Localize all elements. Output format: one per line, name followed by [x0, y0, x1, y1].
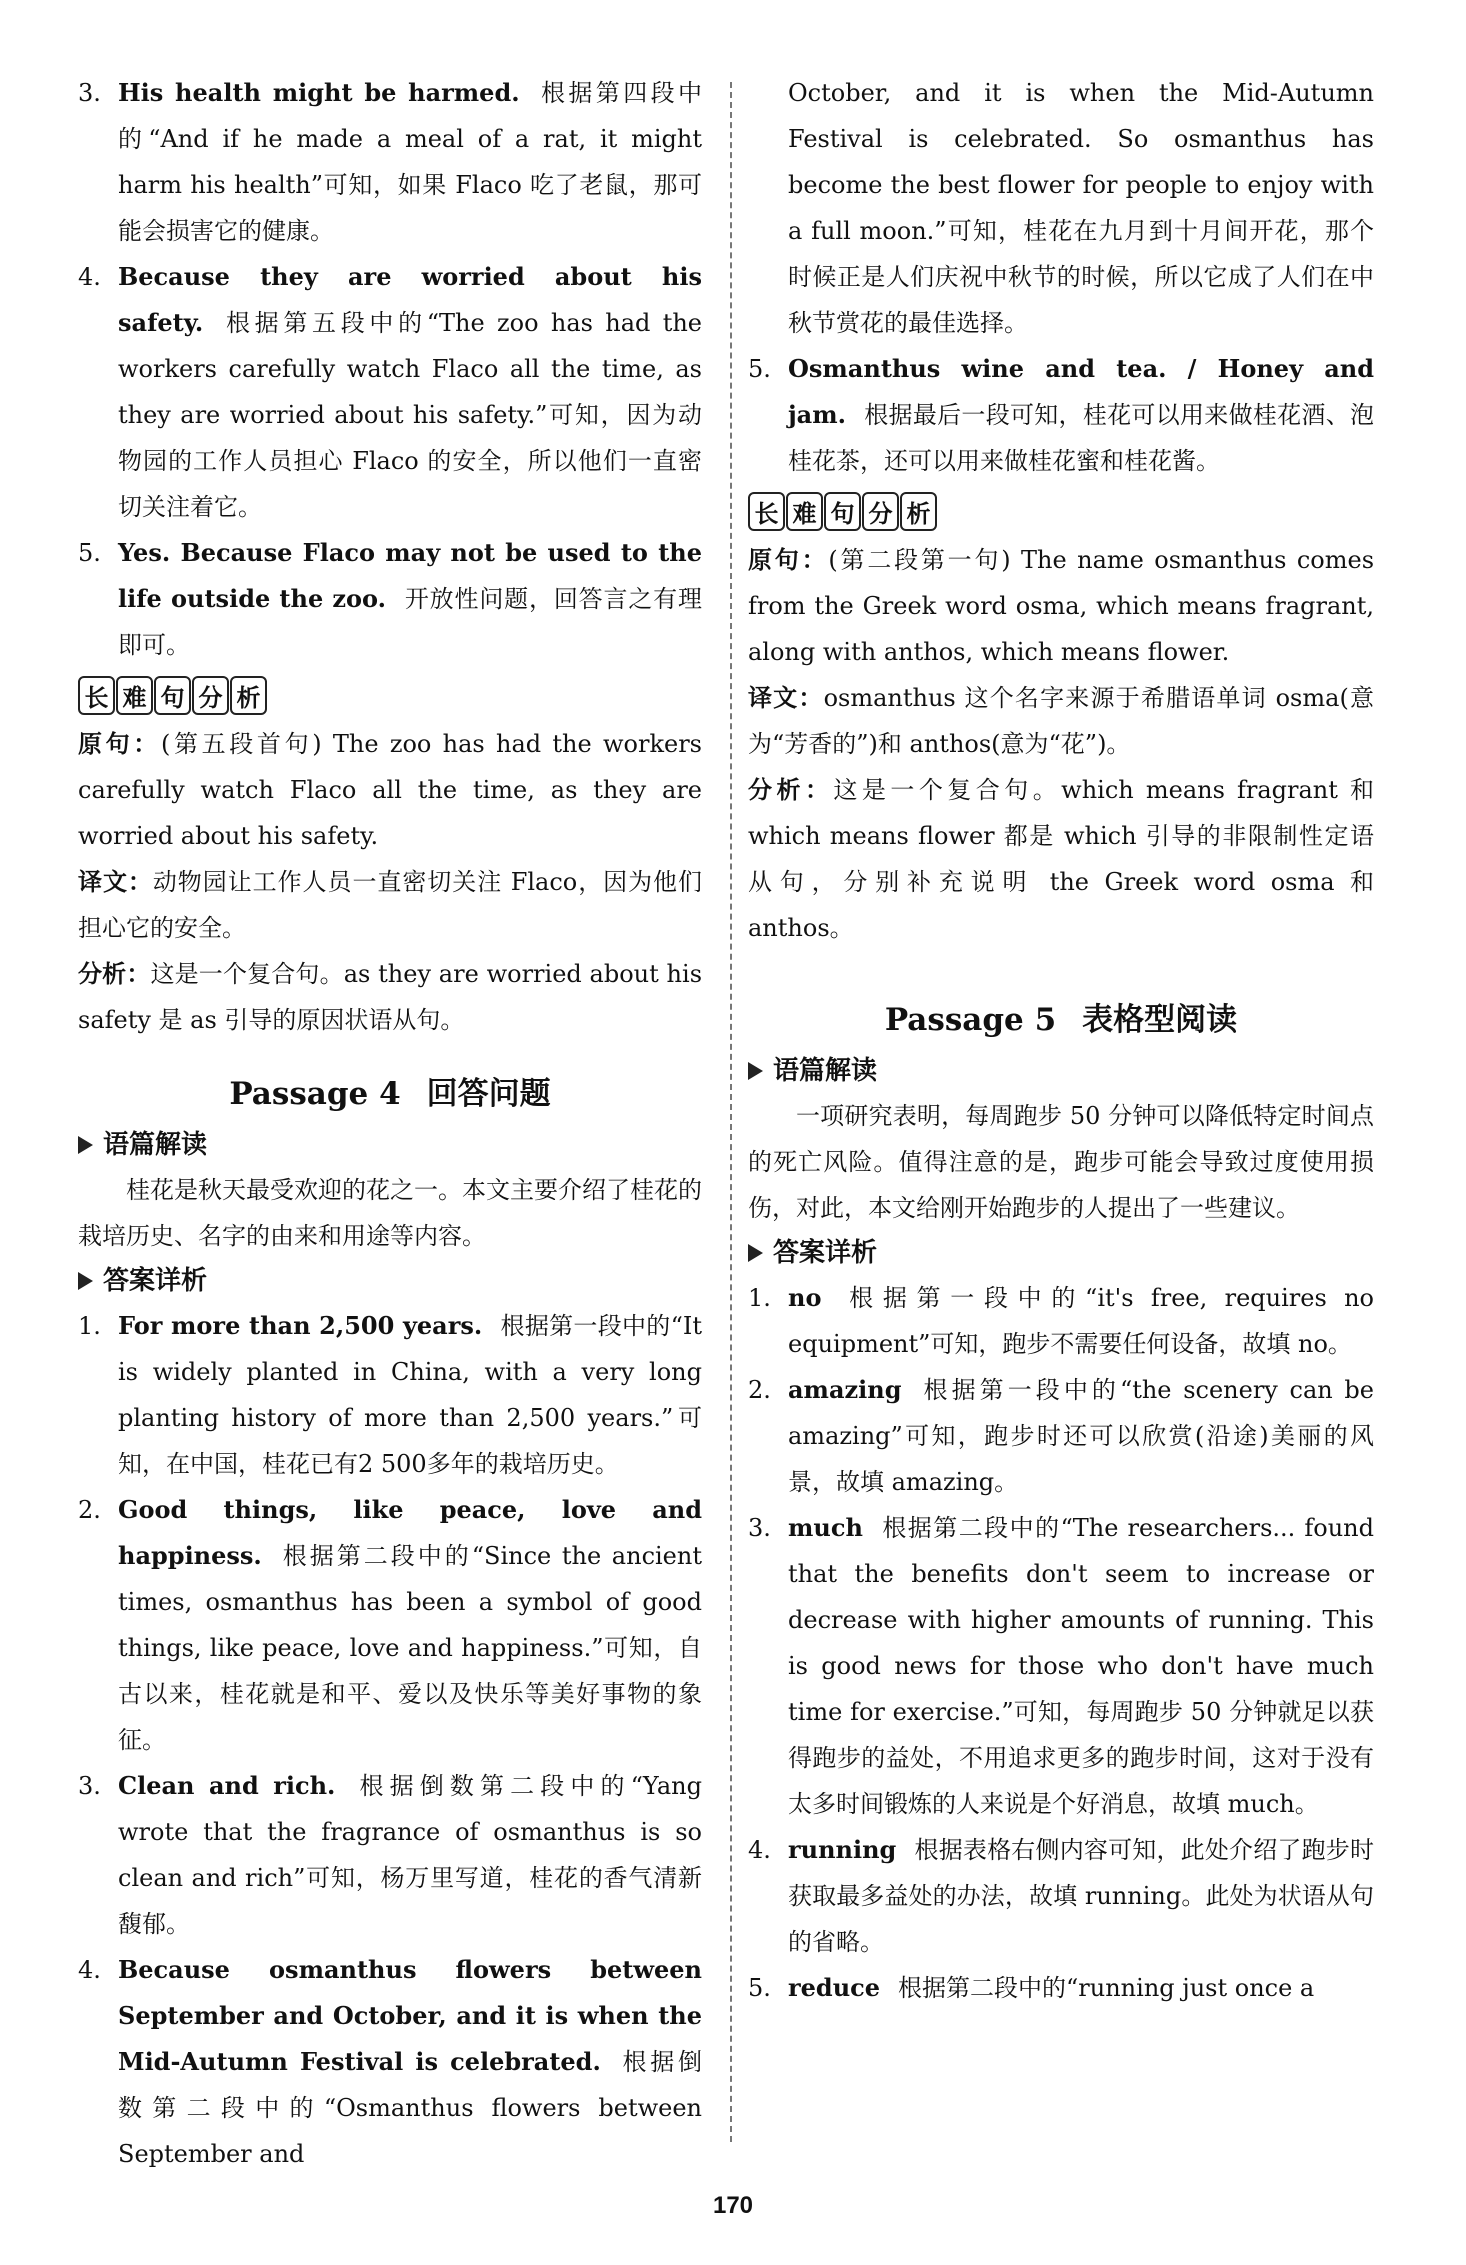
- badge-char: 析: [230, 676, 267, 715]
- answer-item: [78, 1487, 702, 1763]
- answer-item: [78, 1947, 702, 2177]
- column-divider: [730, 82, 732, 2142]
- item-explanation: 根据第五段中的“The zoo has had the workers carefully watch Flaco all the time, as they are worried about his safety.”可知，因为动物园的工作人员担心 Flaco 的安全，所以他们一直密切关注着它。: [118, 309, 702, 521]
- item-explanation: 根据倒数第二段中的“Osmanthus flowers between September and: [118, 2048, 702, 2168]
- item-number: 2.: [748, 1376, 771, 1404]
- arrow-icon: [78, 1136, 93, 1154]
- item-number: 1.: [748, 1284, 771, 1312]
- item-answer: Because they are worried about his safety.: [118, 262, 702, 337]
- item-number: 5.: [78, 539, 101, 567]
- answer-item: [78, 1303, 702, 1487]
- item-answer: running: [788, 1835, 897, 1864]
- badge-char: 分: [862, 492, 899, 531]
- badge-char: 句: [154, 676, 191, 715]
- section-heading: 答案详析: [78, 1259, 702, 1303]
- item-explanation: October, and it is when the Mid-Autumn Festival is celebrated. So osmanthus has become the best flower for people to enjoy with a full moon.”可知，桂花在九月到十月间开花，那个时候正是人们庆祝中秋节的时候，所以它成了人们在中秋节赏花的最佳选择。: [788, 79, 1374, 337]
- answer-item: [78, 1763, 702, 1947]
- item-explanation: 根据倒数第二段中的“Yang wrote that the fragrance of osmanthus is so clean and rich”可知，杨万里写道，桂花的香气清新馥郁。: [118, 1772, 702, 1938]
- badge-char: 分: [192, 676, 229, 715]
- item-number: 3.: [78, 79, 101, 107]
- item-answer: Because osmanthus flowers between September and October, and it is when the Mid-Autumn Festival is celebrated.: [118, 1955, 702, 2076]
- item-answer: reduce: [788, 1973, 881, 2002]
- item-number: 5.: [748, 355, 771, 383]
- item-answer: Clean and rich.: [118, 1771, 336, 1800]
- long-sentence-analysis-badge: [748, 492, 1374, 531]
- item-number: 3.: [78, 1772, 101, 1800]
- answer-item: [78, 254, 702, 530]
- item-explanation: 根据第四段中的“And if he made a meal of a rat, it might harm his health”可知，如果 Flaco 吃了老鼠，那可能会损害它的健康。: [118, 79, 703, 245]
- item-explanation: 根据第二段中的“Since the ancient times, osmanthus has been a symbol of good things, like peace, love and happiness.”可知，自古以来，桂花就是和平、爱以及快乐等美好事物的象征。: [118, 1542, 702, 1754]
- section-heading: 答案详析: [748, 1231, 1374, 1275]
- item-explanation: 根据最后一段可知，桂花可以用来做桂花酒、泡桂花茶，还可以用来做桂花蜜和桂花酱。: [788, 401, 1374, 475]
- answer-item: [748, 1965, 1374, 2011]
- item-explanation: 根据第二段中的“The researchers... found that the benefits don't seem to increase or decrease with higher amounts of running. This is good news for those who don't have much time for exercise.”可知，每周跑步 50 分钟就足以获得跑步的益处，不用追求更多的跑步时间，这对于没有太多时间锻炼的人来说是个好消息，故填 much。: [788, 1514, 1374, 1818]
- item-explanation: 根据表格右侧内容可知，此处介绍了跑步时获取最多益处的办法，故填 running。此处为状语从句的省略。: [788, 1836, 1374, 1956]
- badge-char: 长: [78, 676, 115, 715]
- item-answer: Good things, like peace, love and happiness.: [118, 1495, 702, 1570]
- item-answer: much: [788, 1513, 863, 1542]
- item-answer: Yes. Because Flaco may not be used to the life outside the zoo.: [118, 538, 702, 613]
- analysis-text: 分析：这是一个复合句。as they are worried about his safety 是 as 引导的原因状语从句。: [78, 959, 703, 1034]
- item-answer: no: [788, 1283, 822, 1312]
- badge-char: 难: [786, 492, 823, 531]
- original-sentence: 原句：(第五段首句) The zoo has had the workers carefully watch Flaco all the time, as they are worried about his safety.: [78, 729, 702, 850]
- item-number: 4.: [78, 263, 101, 291]
- long-sentence-analysis-badge: [78, 676, 702, 715]
- page-number: 170: [712, 2192, 754, 2219]
- left-column: [78, 70, 702, 2177]
- item-number: 4.: [78, 1956, 101, 1984]
- arrow-icon: [748, 1244, 763, 1262]
- item-answer: amazing: [788, 1375, 902, 1404]
- original-sentence: 原句：(第二段第一句) The name osmanthus comes from the Greek word osma, which means fragrant, along with anthos, which means flower.: [748, 545, 1375, 666]
- right-column: [748, 70, 1374, 2011]
- answer-item: [748, 1275, 1374, 1367]
- answer-item: [78, 530, 702, 668]
- section-heading: 语篇解读: [748, 1049, 1374, 1093]
- item-explanation: 根据第一段中的“the scenery can be amazing”可知，跑步时还可以欣赏(沿途)美丽的风景，故填 amazing。: [788, 1376, 1374, 1496]
- item-number: 1.: [78, 1312, 101, 1340]
- answer-item: [78, 70, 702, 254]
- translation: 译文：osmanthus 这个名字来源于希腊语单词 osma(意为“芳香的”)和 anthos(意为“花”)。: [748, 683, 1374, 758]
- answer-item: [748, 1827, 1374, 1965]
- item-answer: Osmanthus wine and tea. / Honey and jam.: [788, 354, 1374, 429]
- passage5-answer-list: [748, 1275, 1374, 2011]
- badge-char: 难: [116, 676, 153, 715]
- item-number: 3.: [748, 1514, 771, 1542]
- passage4-intro: 桂花是秋天最受欢迎的花之一。本文主要介绍了桂花的栽培历史、名字的由来和用途等内容。: [78, 1176, 702, 1250]
- passage4-answer-list: [78, 1303, 702, 2177]
- arrow-icon: [748, 1062, 763, 1080]
- translation: 译文：动物园让工作人员一直密切关注 Flaco，因为他们担心它的安全。: [78, 867, 703, 942]
- item-explanation: 根据第一段中的“it's free, requires no equipment”可知，跑步不需要任何设备，故填 no。: [788, 1284, 1374, 1358]
- passage3-answer-list: [78, 70, 702, 668]
- arrow-icon: [78, 1272, 93, 1290]
- answer-item-continued: [748, 70, 1374, 346]
- passage5-intro: 一项研究表明，每周跑步 50 分钟可以降低特定时间点的死亡风险。值得注意的是，跑步可能会导致过度使用损伤，对此，本文给刚开始跑步的人提出了一些建议。: [748, 1102, 1374, 1222]
- item-explanation: 根据第一段中的“It is widely planted in China, with a very long planting history of more than 2,500 years.”可知，在中国，桂花已有2 500多年的栽培历史。: [118, 1312, 702, 1478]
- section-heading: 语篇解读: [78, 1123, 702, 1167]
- badge-char: 析: [900, 492, 937, 531]
- item-explanation: 根据第二段中的“running just once a: [898, 1974, 1315, 2002]
- item-number: 5.: [748, 1974, 771, 2002]
- item-answer: For more than 2,500 years.: [118, 1311, 483, 1340]
- answer-item: [748, 1367, 1374, 1505]
- item-number: 4.: [748, 1836, 771, 1864]
- badge-char: 句: [824, 492, 861, 531]
- item-answer: His health might be harmed.: [118, 78, 520, 107]
- answer-item: [748, 1505, 1374, 1827]
- passage4-title: Passage 4 回答问题: [229, 1076, 551, 1112]
- passage5-title: Passage 5 表格型阅读: [884, 1002, 1238, 1038]
- item-number: 2.: [78, 1496, 101, 1524]
- badge-char: 长: [748, 492, 785, 531]
- analysis-text: 分析：这是一个复合句。which means fragrant 和 which means flower 都是 which 引导的非限制性定语从句，分别补充说明 the Greek word osma 和 anthos。: [748, 775, 1375, 942]
- answer-item: [748, 346, 1374, 484]
- item-explanation: 开放性问题，回答言之有理即可。: [118, 585, 702, 659]
